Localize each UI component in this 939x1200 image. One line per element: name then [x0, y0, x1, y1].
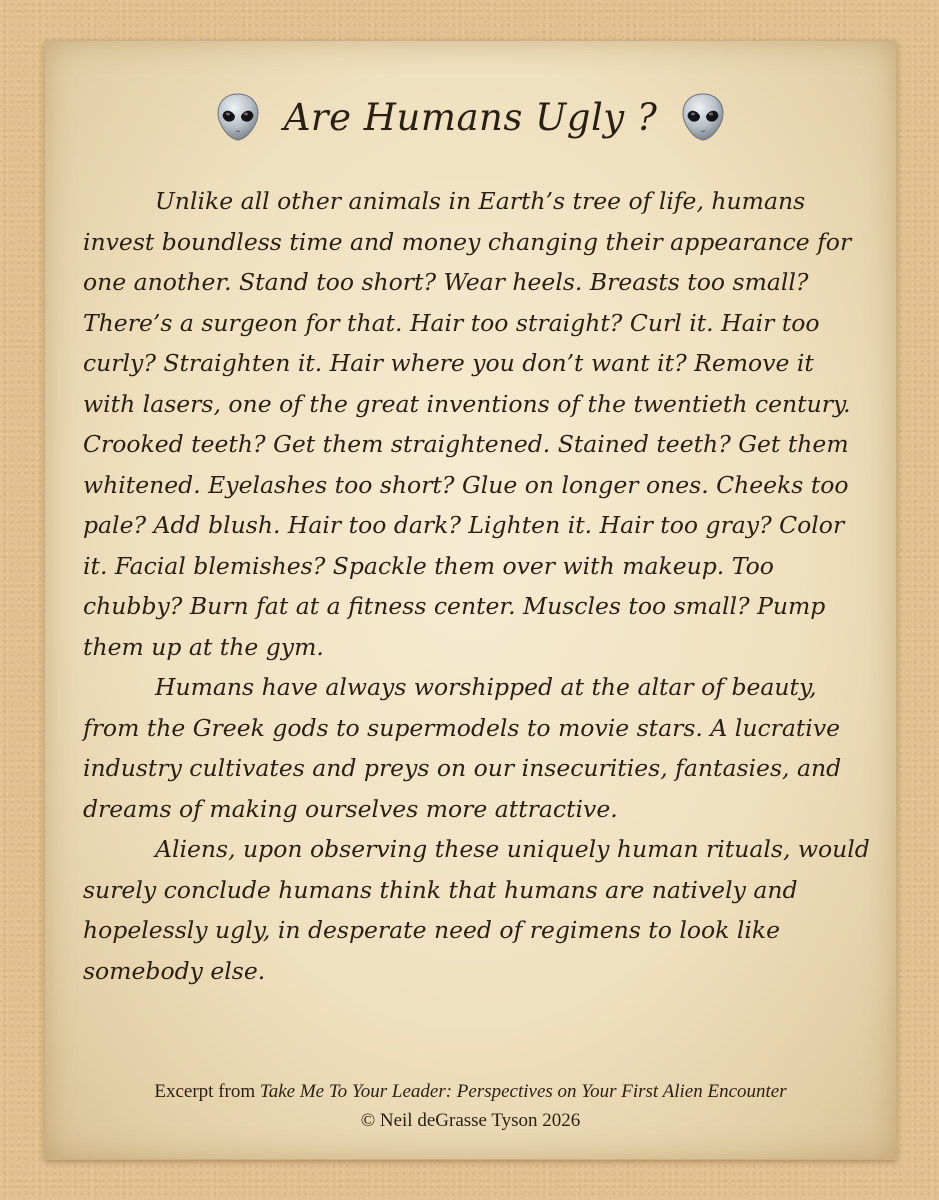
paragraph: Aliens, upon observing these uniquely human rituals, would surely conclude humans think that humans are natively and hopelessly ugly, in desperate need of regimens to look like somebody else. — [83, 835, 870, 985]
title-row — [45, 87, 896, 147]
parchment-page — [44, 40, 897, 1160]
page-title: Are Humans Ugly ? — [283, 95, 658, 139]
essay-body — [83, 181, 873, 991]
paragraph: Unlike all other animals in Earth’s tree of life, humans invest boundless time and money changing their appearance for one another. Stand too short? Wear heels. Breasts too small? There’s a surgeon for that. Hair too straight? Curl it. Hair too curly? Straighten it. Hair where you don’t want it? Remove it with lasers, one of the great inventions of the twentieth century. Crooked teeth? Get them straightened. Stained teeth? Get them whitened. Eyelashes too short? Glue on longer ones. Cheeks too pale? Add blush. Hair too dark? Lighten it. Hair too gray? Color it. Facial blemishes? Spackle them over with makeup. Too chubby? Burn fat at a fitness center. Muscles too small? Pump them up at the gym. — [83, 187, 852, 661]
book-title: Take Me To Your Leader: Perspectives on Your First Alien Encounter — [259, 1081, 787, 1102]
citation-footer — [45, 1077, 896, 1135]
copyright-line: © Neil deGrasse Tyson 2026 — [360, 1110, 581, 1131]
alien-icon — [216, 92, 260, 142]
paragraph: Humans have always worshipped at the altar of beauty, from the Greek gods to supermodels to movie stars. A lucrative industry cultivates and preys on our insecurities, fantasies, and dreams of making ourselves more attractive. — [83, 673, 842, 823]
alien-icon — [681, 92, 725, 142]
excerpt-line — [45, 1077, 896, 1106]
excerpt-prefix: Excerpt from — [154, 1081, 256, 1102]
